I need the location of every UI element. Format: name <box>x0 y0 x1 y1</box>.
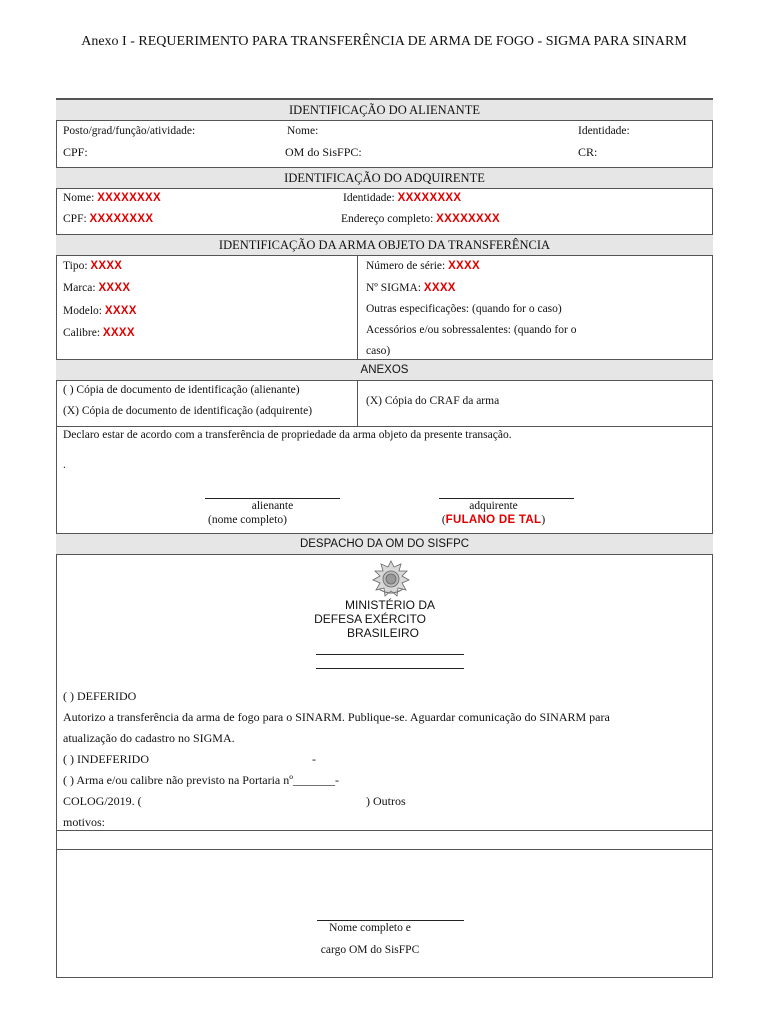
adquirente-paren-close: ) <box>541 514 546 526</box>
adquirente-endereco <box>341 212 500 226</box>
indeferido-dash: - <box>312 752 316 766</box>
arma-calibre-label: Calibre: <box>63 327 101 339</box>
despacho-header: DESPACHO DA OM DO SISFPC <box>56 533 713 555</box>
deferido-checkbox: ( ) DEFERIDO <box>63 689 137 703</box>
outros-text: ) Outros <box>366 794 406 808</box>
arma-marca-label: Marca: <box>63 282 96 294</box>
adquirente-identidade <box>343 191 461 205</box>
arma-tipo <box>63 259 122 273</box>
arma-outras-especificacoes: Outras especificações: (quando for o caso) <box>366 303 562 315</box>
alienante-cr-label: CR: <box>578 145 598 159</box>
anexos-item-craf: (X) Cópia do CRAF da arma <box>366 395 500 407</box>
motivos-divider-bottom <box>56 849 713 850</box>
arma-acessorios-line1: Acessórios e/ou sobressalentes: (quando for o <box>366 324 577 336</box>
motivos-divider-top <box>56 830 713 831</box>
ministerio-line2: DEFESA EXÉRCITO <box>314 612 426 626</box>
adquirente-endereco-value: XXXXXXXX <box>436 213 500 225</box>
arma-sigma-label: Nº SIGMA: <box>366 282 422 294</box>
adquirente-cpf <box>63 212 153 226</box>
arma-tipo-label: Tipo: <box>63 260 88 272</box>
indeferido-checkbox: ( ) INDEFERIDO <box>63 752 149 766</box>
adquirente-nome-label: Nome: <box>63 192 95 204</box>
adquirente-nome-value: XXXXXXXX <box>97 192 161 204</box>
alienante-om-label: OM do SisFPC: <box>285 145 362 159</box>
adquirente-signature-name <box>426 513 561 527</box>
nome-completo-label: Nome completo e <box>329 922 411 934</box>
declaracao-dot: . <box>63 459 66 471</box>
arma-header: IDENTIFICAÇÃO DA ARMA OBJETO DA TRANSFERÊNCIA <box>56 234 713 256</box>
alienante-identidade-label: Identidade: <box>578 125 630 137</box>
alienante-signature-sub: (nome completo) <box>208 514 287 526</box>
adquirente-cpf-value: XXXXXXXX <box>89 213 154 225</box>
alienante-header: IDENTIFICAÇÃO DO ALIENANTE <box>56 99 713 121</box>
motivos-label: motivos: <box>63 815 106 829</box>
anexos-header: ANEXOS <box>56 359 713 381</box>
autorizo-line2: atualização do cadastro no SIGMA. <box>63 731 235 745</box>
arma-serie-label: Número de série: <box>366 260 446 272</box>
cargo-label: cargo OM do SisFPC <box>320 944 420 956</box>
arma-tipo-value: XXXX <box>90 260 123 272</box>
colog-text: COLOG/2019. ( <box>63 794 142 808</box>
despacho-line-2 <box>316 668 464 669</box>
arma-marca <box>63 281 130 295</box>
despacho-line-1 <box>316 654 464 655</box>
autorizo-line1: Autorizo a transferência da arma de fogo para o SINARM. Publique-se. Aguardar comunicação do SINARM para <box>63 710 610 724</box>
adquirente-nome <box>63 191 161 205</box>
adquirente-endereco-label: Endereço completo: <box>341 213 434 225</box>
alienante-signature-label: alienante <box>251 500 294 512</box>
anexos-column-divider <box>357 381 358 426</box>
declaracao-text: Declaro estar de acordo com a transferência de propriedade da arma objeto da presente transação. <box>63 429 512 441</box>
arma-serie-value: XXXX <box>448 260 480 272</box>
arma-serie <box>366 259 480 273</box>
arma-acessorios-line2: caso) <box>366 345 391 357</box>
adquirente-identidade-label: Identidade: <box>343 192 395 204</box>
arma-calibre-checkbox: ( ) Arma e/ou calibre não previsto na Portaria nº_______- <box>63 773 339 787</box>
arma-modelo-label: Modelo: <box>63 305 102 317</box>
adquirente-identidade-value: XXXXXXXX <box>397 192 462 204</box>
declaracao-divider <box>56 426 713 427</box>
anexos-item-alienante: ( ) Cópia de documento de identificação (alienante) <box>63 384 300 396</box>
alienante-cpf-label: CPF: <box>63 145 88 159</box>
adquirente-signature-label: adquirente <box>469 500 518 512</box>
alienante-posto-label: Posto/grad/função/atividade: <box>63 125 196 137</box>
arma-calibre <box>63 326 135 340</box>
adquirente-fulano: FULANO DE TAL <box>445 514 542 526</box>
arma-sigma <box>366 281 456 295</box>
adquirente-cpf-label: CPF: <box>63 213 87 225</box>
ministerio-line3: BRASILEIRO <box>346 626 420 640</box>
adquirente-paren-open: ( <box>441 514 446 526</box>
brasao-coat-of-arms-icon <box>371 559 411 599</box>
document-title: Anexo I - REQUERIMENTO PARA TRANSFERÊNCIA DE ARMA DE FOGO - SIGMA PARA SINARM <box>81 34 687 49</box>
ministerio-line1: MINISTÉRIO DA <box>344 598 435 612</box>
arma-modelo-value: XXXX <box>104 305 137 317</box>
alienante-nome-label: Nome: <box>287 125 319 137</box>
arma-sigma-value: XXXX <box>423 282 456 294</box>
arma-calibre-value: XXXX <box>102 327 135 339</box>
arma-modelo <box>63 304 137 318</box>
adquirente-header: IDENTIFICAÇÃO DO ADQUIRENTE <box>56 167 713 189</box>
arma-marca-value: XXXX <box>98 282 131 294</box>
arma-column-divider <box>357 256 358 360</box>
anexos-item-adquirente: (X) Cópia de documento de identificação (adquirente) <box>63 405 313 417</box>
